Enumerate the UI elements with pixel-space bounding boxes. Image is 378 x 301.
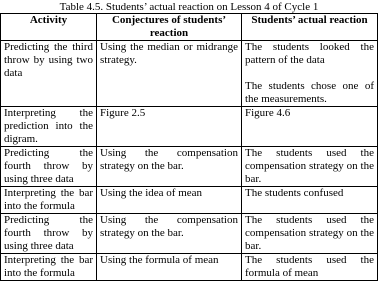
activity-cell: Interpreting the prediction into the digram. [1, 107, 97, 147]
activity-cell: Predicting the fourth throw by using three data [1, 147, 97, 187]
actual-reaction-cell: The students confused [242, 187, 378, 214]
actual-reaction-cell [242, 41, 378, 107]
conjecture-cell: Using the formula of mean [97, 254, 242, 281]
conjecture-cell: Using the median or midrange strategy. [97, 41, 242, 107]
conjecture-cell: Using the compensation strategy on the bar. [97, 214, 242, 254]
table-row [1, 214, 378, 254]
table-row [1, 147, 378, 187]
conjecture-cell: Figure 2.5 [97, 107, 242, 147]
actual-reaction-cell: The students used the formula of mean [242, 254, 378, 281]
table-row [1, 41, 378, 107]
activity-cell: Predicting the third throw by using two data [1, 41, 97, 107]
activity-cell: Interpreting the bar into the formula [1, 187, 97, 214]
table-header-row [1, 14, 378, 41]
header-actual-reaction: Students’ actual reaction [242, 14, 378, 41]
table-row [1, 254, 378, 281]
conjecture-cell: Using the idea of mean [97, 187, 242, 214]
table-row [1, 107, 378, 147]
table-row [1, 187, 378, 214]
table-caption: Table 4.5. Students’ actual reaction on Lesson 4 of Cycle 1 [59, 1, 319, 13]
actual-reaction-text: The students chose one of the measurements. [245, 80, 374, 105]
actual-reaction-cell: Figure 4.6 [242, 107, 378, 147]
conjecture-cell: Using the compensation strategy on the bar. [97, 147, 242, 187]
activity-cell: Predicting the fourth throw by using three data [1, 214, 97, 254]
header-conjectures: Conjectures of students’ reaction [97, 14, 242, 41]
actual-reaction-text: The students looked the pattern of the data [245, 41, 374, 66]
reaction-table [0, 13, 378, 281]
actual-reaction-cell: The students used the compensation strategy on the bar. [242, 147, 378, 187]
activity-cell: Interpreting the bar into the formula [1, 254, 97, 281]
actual-reaction-cell: The students used the compensation strategy on the bar. [242, 214, 378, 254]
header-activity: Activity [1, 14, 97, 41]
